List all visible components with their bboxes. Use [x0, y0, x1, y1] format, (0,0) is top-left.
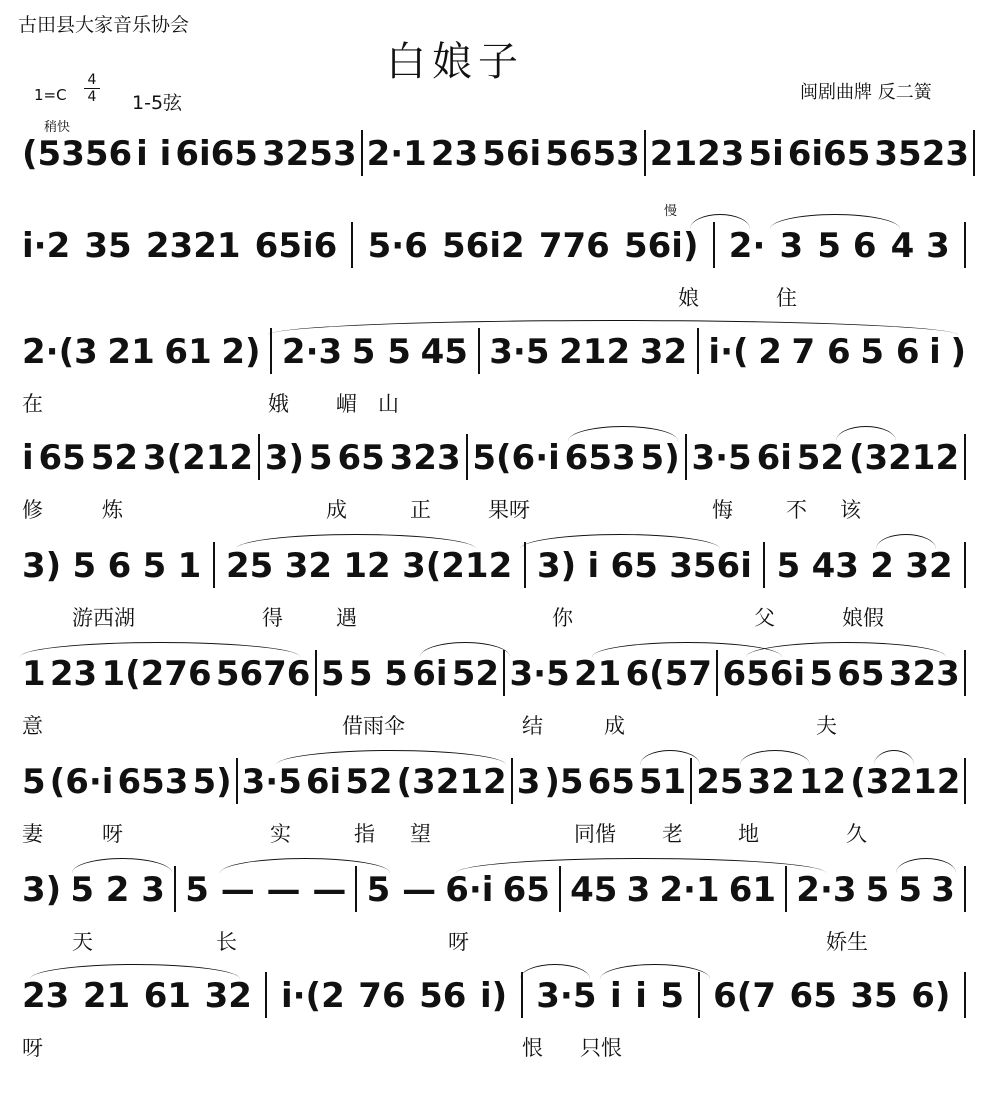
- barline: [964, 972, 966, 1018]
- note-group: 3253: [261, 134, 357, 174]
- note-group: 65: [789, 976, 837, 1016]
- lyric-text: 呀: [22, 1036, 43, 1060]
- note-group: 3·5: [536, 976, 597, 1016]
- lyric-text: 果呀: [488, 498, 530, 522]
- lyric-text: 正: [410, 498, 431, 522]
- note-group: 3·5: [489, 332, 550, 372]
- time-signature: [84, 72, 100, 105]
- note-group: i i: [136, 134, 172, 174]
- notes-row: [0, 648, 1000, 710]
- note-group: 3: [626, 870, 651, 910]
- note-group: 653: [564, 438, 636, 478]
- barline: [213, 542, 215, 588]
- note-group: 5: [72, 546, 97, 586]
- note-group: 323: [389, 438, 461, 478]
- slur-mark: [456, 858, 826, 873]
- note-group: 65: [610, 546, 658, 586]
- lyric-text: 结: [522, 714, 543, 738]
- notes-row: [0, 756, 1000, 818]
- note-group: 356i: [669, 546, 752, 586]
- note-group: 5: [308, 438, 333, 478]
- note-group: 23: [430, 134, 479, 174]
- barline: [644, 130, 646, 176]
- note-group: (6·i: [49, 762, 114, 802]
- note-group: 35: [850, 976, 898, 1016]
- note-group: 653: [117, 762, 189, 802]
- note-group: ): [950, 332, 966, 372]
- note-group: 3): [536, 546, 577, 586]
- note-group: 1: [177, 546, 202, 586]
- note-group: 52: [796, 438, 845, 478]
- lyric-text: 只恨: [580, 1036, 622, 1060]
- note-group: 6(7: [713, 976, 776, 1016]
- lyric-text: 借雨伞: [342, 714, 405, 738]
- note-group: 5: [776, 546, 801, 586]
- slur-mark: [740, 750, 810, 765]
- lyric-text: 得: [262, 606, 283, 630]
- lyric-text: 游西湖: [72, 606, 135, 630]
- slur-mark: [520, 534, 720, 549]
- note-group: 776: [538, 226, 610, 266]
- lyric-text: 地: [738, 822, 759, 846]
- lyric-text: 长: [216, 930, 237, 954]
- note-group: 3: [779, 226, 804, 266]
- note-group: 6i: [756, 438, 792, 478]
- note-group: 45: [420, 332, 468, 372]
- note-group: 2·: [728, 226, 766, 266]
- note-group: 56: [419, 976, 467, 1016]
- note-group: 21: [107, 332, 155, 372]
- string-label: 1-5弦: [132, 92, 183, 114]
- slur-mark: [276, 750, 506, 765]
- score-system: [0, 540, 1000, 644]
- note-group: 5 2 3: [70, 870, 165, 910]
- note-group: 65: [502, 870, 550, 910]
- lyric-text: 恨: [522, 1036, 543, 1060]
- score-system: [0, 970, 1000, 1074]
- note-group: 5: [660, 976, 685, 1016]
- slur-mark: [876, 534, 936, 549]
- barline: [964, 434, 966, 480]
- notes-row: [0, 128, 1000, 190]
- note-group: 2: [870, 546, 894, 586]
- note-group: 2321: [145, 226, 241, 266]
- barline: [763, 542, 765, 588]
- notes-row: [0, 326, 1000, 388]
- genre-label: 闽剧曲牌 反二簧: [800, 82, 932, 103]
- lyric-text: 该: [840, 498, 861, 522]
- note-group: 323: [888, 654, 960, 694]
- lyric-text: 意: [22, 714, 43, 738]
- note-group: 61: [728, 870, 777, 910]
- organization-name: 古田县大家音乐协会: [18, 14, 190, 36]
- note-group: i: [610, 976, 622, 1016]
- lyric-text: 娥: [268, 392, 289, 416]
- score-system: [0, 756, 1000, 860]
- note-group: 2·(3: [22, 332, 98, 372]
- lyric-text: 呀: [448, 930, 469, 954]
- lyric-text: 嵋: [336, 392, 357, 416]
- lyric-text: 实: [270, 822, 291, 846]
- barline: [361, 130, 363, 176]
- notes-row: [0, 220, 1000, 282]
- note-group: 6: [107, 546, 132, 586]
- note-group: 5 6: [817, 226, 877, 266]
- note-group: 7 6: [791, 332, 851, 372]
- note-group: (3212: [850, 762, 961, 802]
- barline: [466, 434, 468, 480]
- note-group: (3212: [848, 438, 960, 478]
- note-group: 2: [758, 332, 782, 372]
- note-group: 2·1: [659, 870, 720, 910]
- time-top: 4: [84, 72, 100, 89]
- score-system: [0, 432, 1000, 536]
- note-group: 5: [865, 870, 890, 910]
- note-group: 65i6: [254, 226, 338, 266]
- note-group: 61: [143, 976, 192, 1016]
- note-group: 1: [22, 654, 46, 694]
- notes-row: [0, 540, 1000, 602]
- lyric-text: 老: [662, 822, 683, 846]
- lyric-text: 娇生: [826, 930, 868, 954]
- note-group: 6i65: [787, 134, 871, 174]
- barline: [964, 758, 966, 804]
- note-group: 76: [358, 976, 406, 1016]
- time-bottom: 4: [87, 89, 97, 105]
- notes-row: [0, 970, 1000, 1032]
- note-group: 21: [82, 976, 131, 1016]
- note-group: 4 3: [890, 226, 950, 266]
- lyric-text: 久: [846, 822, 867, 846]
- lyric-text: 望: [410, 822, 431, 846]
- note-group: 5: [142, 546, 167, 586]
- note-group: 5·6: [367, 226, 428, 266]
- barline: [174, 866, 176, 912]
- note-group: 3·5: [509, 654, 570, 694]
- note-group: 61: [164, 332, 212, 372]
- lyric-text: 山: [378, 392, 399, 416]
- lyric-text: 遇: [336, 606, 357, 630]
- lyric-text: 指: [354, 822, 375, 846]
- note-group: 45: [570, 870, 618, 910]
- note-group: i·2: [22, 226, 71, 266]
- note-group: 5 6: [860, 332, 920, 372]
- barline: [258, 434, 260, 480]
- note-group: 32: [204, 976, 252, 1016]
- note-group: 5(6·i: [472, 438, 560, 478]
- note-group: 25: [226, 546, 274, 586]
- note-group: 5): [192, 762, 232, 802]
- note-group: 65: [38, 438, 86, 478]
- note-group: 6i: [305, 762, 342, 802]
- lyric-text: 父: [754, 606, 775, 630]
- note-group: i: [22, 438, 34, 478]
- lyric-text: 妻: [22, 822, 43, 846]
- note-group: 5: [22, 762, 46, 802]
- score-system: [0, 220, 1000, 324]
- note-group: 2): [221, 332, 261, 372]
- barline: [964, 222, 966, 268]
- note-group: 5653: [545, 134, 640, 174]
- note-group: 5 5: [348, 654, 408, 694]
- note-group: 3(212: [402, 546, 513, 586]
- lyric-text: 天: [72, 930, 93, 954]
- note-group: i: [929, 332, 941, 372]
- barline: [236, 758, 238, 804]
- note-group: 212: [559, 332, 631, 372]
- note-group: (5356: [22, 134, 133, 174]
- lyric-text: 在: [22, 392, 43, 416]
- note-group: 1(276: [101, 654, 212, 694]
- lyric-text: 娘假: [842, 606, 884, 630]
- note-group: 2·3: [796, 870, 857, 910]
- slur-mark: [896, 858, 956, 873]
- score-title: 白娘子: [386, 39, 524, 85]
- note-group: 6): [911, 976, 951, 1016]
- note-group: i: [635, 976, 647, 1016]
- note-group: 12: [343, 546, 391, 586]
- note-group: 6i: [412, 654, 448, 694]
- slur-mark: [220, 858, 390, 873]
- barline: [511, 758, 513, 804]
- barline: [964, 866, 966, 912]
- note-group: 656i: [722, 654, 806, 694]
- lyric-text: 同偕: [574, 822, 616, 846]
- note-group: )5: [544, 762, 584, 802]
- barline: [964, 650, 966, 696]
- note-group: 3·5: [691, 438, 752, 478]
- slur-mark: [20, 642, 300, 657]
- note-group: 51: [638, 762, 687, 802]
- barline: [964, 542, 966, 588]
- lyric-text: 成: [326, 498, 347, 522]
- note-group: i·(: [708, 332, 749, 372]
- note-group: 32: [905, 546, 953, 586]
- note-group: 5: [809, 654, 834, 694]
- note-group: 2·3: [281, 332, 343, 372]
- note-group: 3): [264, 438, 305, 478]
- lyric-text: 你: [552, 606, 573, 630]
- note-group: 52: [90, 438, 139, 478]
- note-group: (3212: [396, 762, 507, 802]
- barline: [973, 130, 975, 176]
- note-group: 3(212: [142, 438, 254, 478]
- note-group: 32: [747, 762, 795, 802]
- note-group: 23: [22, 976, 70, 1016]
- notes-row: [0, 432, 1000, 494]
- note-group: 65: [337, 438, 385, 478]
- note-group: 32: [639, 332, 688, 372]
- note-group: 5): [640, 438, 680, 478]
- note-group: 2·1: [366, 134, 427, 174]
- note-group: 65: [837, 654, 885, 694]
- score-system: [0, 648, 1000, 752]
- barline: [351, 222, 353, 268]
- note-group: 35: [84, 226, 132, 266]
- note-group: 3: [931, 870, 955, 910]
- slur-mark: [746, 642, 946, 657]
- barline: [315, 650, 317, 696]
- note-group: i·(2: [280, 976, 345, 1016]
- tempo-slow-mark: 慢: [664, 204, 678, 219]
- note-group: 3523: [874, 134, 970, 174]
- lyric-text: 住: [776, 286, 797, 310]
- note-group: 5 5: [351, 332, 411, 372]
- note-group: 5: [898, 870, 923, 910]
- note-group: 65: [587, 762, 635, 802]
- note-group: 5 —: [366, 870, 437, 910]
- note-group: 6(57: [625, 654, 713, 694]
- score-system: [0, 864, 1000, 968]
- note-group: 56i): [623, 226, 699, 266]
- note-group: 3·5: [241, 762, 302, 802]
- lyric-text: 夫: [816, 714, 837, 738]
- note-group: i: [587, 546, 600, 586]
- barline: [685, 434, 687, 480]
- slur-mark: [420, 642, 510, 657]
- score-system: [0, 326, 1000, 430]
- note-group: 2123: [649, 134, 745, 174]
- note-group: 23: [49, 654, 98, 694]
- lyric-text: 悔: [712, 498, 733, 522]
- note-group: 5: [320, 654, 345, 694]
- notes-row: [0, 864, 1000, 926]
- lyric-text: 修: [22, 498, 43, 522]
- tempo-fast-mark: 稍快: [44, 120, 71, 135]
- note-group: 25: [696, 762, 744, 802]
- note-group: 52: [451, 654, 500, 694]
- note-group: 21: [573, 654, 622, 694]
- note-group: 56i: [482, 134, 542, 174]
- slur-mark: [874, 750, 914, 765]
- slur-mark: [236, 534, 476, 549]
- lyric-text: 成: [604, 714, 625, 738]
- lyric-text: 娘: [678, 286, 699, 310]
- slur-mark: [72, 858, 172, 873]
- note-group: 56i2: [442, 226, 525, 266]
- note-group: 3): [22, 870, 62, 910]
- note-group: 5676: [215, 654, 311, 694]
- note-group: 3): [22, 546, 62, 586]
- note-group: 5i: [748, 134, 784, 174]
- lyric-text: 不: [786, 498, 807, 522]
- lyric-text: 呀: [102, 822, 123, 846]
- note-group: 5 — — —: [185, 870, 347, 910]
- note-group: 6·i: [445, 870, 494, 910]
- key-signature: 1=C: [34, 86, 67, 104]
- note-group: 6i65: [175, 134, 258, 174]
- note-group: 3: [516, 762, 541, 802]
- note-group: 52: [345, 762, 393, 802]
- note-group: 43: [811, 546, 859, 586]
- barline: [265, 972, 267, 1018]
- note-group: i): [480, 976, 508, 1016]
- lyric-text: 炼: [102, 498, 123, 522]
- note-group: 32: [284, 546, 333, 586]
- note-group: 12: [798, 762, 847, 802]
- slur-mark: [640, 750, 700, 765]
